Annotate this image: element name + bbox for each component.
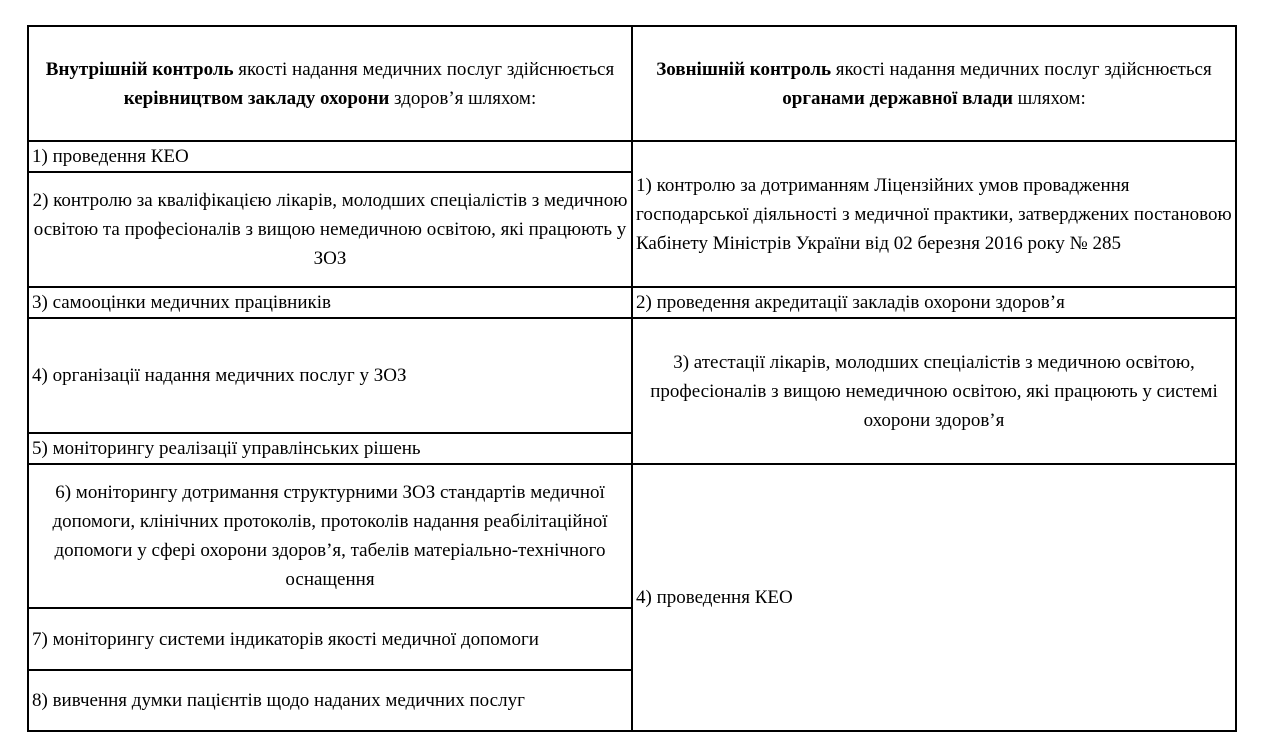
quality-control-table <box>27 25 1237 732</box>
external-header-text-2: шляхом: <box>1012 87 1086 109</box>
internal-header-text-1: якості надання медичних послуг здійснюється <box>233 58 615 80</box>
internal-item-5: 5) моніторингу реалізації управлінських рішень <box>28 433 632 464</box>
internal-header-text-2: здоров’я шляхом: <box>389 87 537 109</box>
internal-control-header <box>28 26 632 141</box>
internal-item-3: 3) самооцінки медичних працівників <box>28 287 632 318</box>
external-control-header <box>632 26 1236 141</box>
external-item-1: 1) контролю за дотриманням Ліцензійних умов провадження господарської діяльності з медичної практики, затверджених постановою Кабінету Міністрів України від 02 березня 2016 року № 285 <box>632 141 1236 287</box>
internal-item-7: 7) моніторингу системи індикаторів якості медичної допомоги <box>28 608 632 670</box>
external-item-3: 3) атестації лікарів, молодших спеціалістів з медичною освітою, професіоналів з вищою немедичною освітою, які працюють у системі охорони здоров’я <box>632 318 1236 464</box>
external-header-text-1: якості надання медичних послуг здійснюється <box>831 58 1212 80</box>
external-item-4: 4) проведення КЕО <box>632 464 1236 731</box>
internal-item-6: 6) моніторингу дотримання структурними ЗОЗ стандартів медичної допомоги, клінічних протоколів, протоколів надання реабілітаційної допомоги у сфері охорони здоров’я, табелів матеріально-технічного оснащення <box>28 464 632 608</box>
external-item-2: 2) проведення акредитації закладів охорони здоров’я <box>632 287 1236 318</box>
internal-item-1: 1) проведення КЕО <box>28 141 632 172</box>
internal-header-bold-1: Внутрішній контроль <box>45 58 234 80</box>
internal-item-8: 8) вивчення думки пацієнтів щодо наданих медичних послуг <box>28 670 632 731</box>
internal-item-4: 4) організації надання медичних послуг у ЗОЗ <box>28 318 632 433</box>
internal-header-bold-2: керівництвом закладу охорони <box>123 87 390 109</box>
external-header-bold-2: органами державної влади <box>782 87 1013 109</box>
external-header-bold-1: Зовнішній контроль <box>656 58 832 80</box>
internal-item-2: 2) контролю за кваліфікацією лікарів, молодших спеціалістів з медичною освітою та професіоналів з вищою немедичною освітою, які працюють у ЗОЗ <box>28 172 632 287</box>
